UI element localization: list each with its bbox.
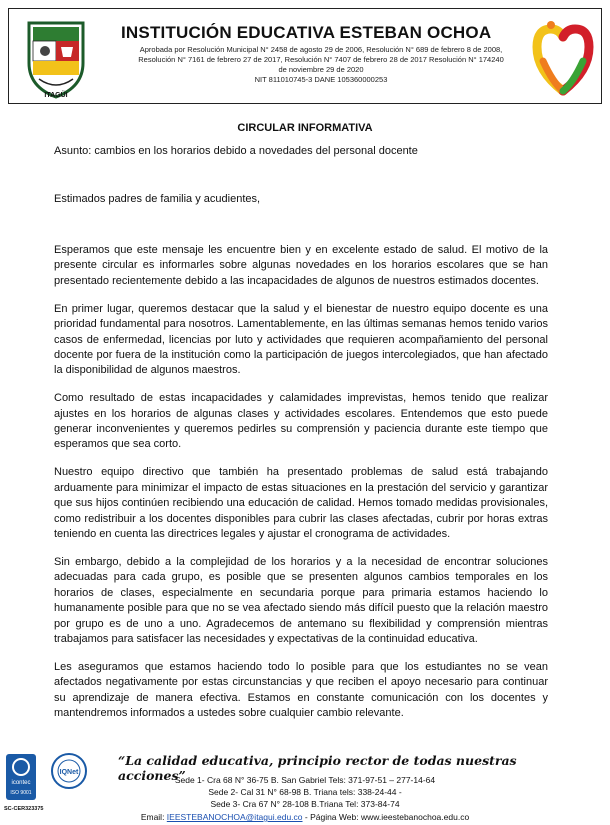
circular-title: CIRCULAR INFORMATIVA	[237, 122, 373, 134]
paragraph: Esperamos que este mensaje les encuentre bien y en excelente estado de salud. El motivo de la presente circular es informarles sobre algunas novedades en los horarios escolares que se han presentado recientemente debido a las incapacidades de algunos de nuestros estimados docentes.	[54, 244, 548, 287]
heart-logo-icon	[529, 17, 597, 99]
circular-body	[54, 243, 548, 734]
slogan: “La calidad educativa, principio rector de todas nuestras acciones”	[118, 753, 517, 783]
svg-text:IQNet: IQNet	[59, 769, 79, 776]
subject-line: Asunto: cambios en los horarios debido a novedades del personal docente	[54, 145, 418, 157]
svg-text:ITAGÜI: ITAGÜI	[44, 92, 68, 99]
paragraph: Como resultado de estas incapacidades y calamidades imprevistas, hemos tenido que realizar ajustes en los horarios de algunas clases y actividades escolares. Entendemos que esto puede generar inconvenientes y queremos pedirles su comprensión y paciencia durante este tiempo que esperamos que sea corto.	[54, 392, 548, 451]
svg-text:icontec: icontec	[11, 780, 31, 786]
certificate-code: SC-CER323375	[4, 806, 44, 812]
paragraph: Sin embargo, debido a la complejidad de los horarios y a la necesidad de encontrar soluciones adecuadas para cada grupo, es posible que se presenten algunos cambios temporales en los horarios de clases, especialmente en secundaria porque para primaria estamos haciendo lo humanamente posible para que no se vea afectado siendo más difícil puesto que la relación maestro por grupo es de uno a uno. Agradecemos de antemano su flexibilidad y comprensión mientras trabajamos para satisfacer las necesidades y expectativas de la continuidad educativa.	[54, 555, 548, 645]
paragraph: En primer lugar, queremos destacar que la salud y el bienestar de nuestro equipo docente es una prioridad fundamental para nosotros. Lamentablemente, en las últimas semanas hemos tenido varios casos de enfermedad, licencias por luto y actividades que requieren acompañamiento del personal docente por fuera de la institución como la participación de juegos intercolegiados, que han afectado la disponibilidad de algunos maestros.	[54, 302, 548, 377]
sede-1: Sede 1- Cra 68 N° 36-75 B. San Gabriel Tels: 371-97-51 – 277-14-64	[174, 775, 436, 785]
paragraph: Les aseguramos que estamos haciendo todo lo posible para que los estudiantes no se vean afectados negativamente por estas circunstancias y que reciben el apoyo necesario para continuar su aprendizaje de manera efectiva. Estamos en constante comunicación con los docentes y mantendremos informados a ustedes sobre cualquier cambio relevante.	[54, 660, 548, 720]
paragraph: Nuestro equipo directivo que también ha presentado problemas de salud está trabajando arduamente para minimizar el impacto de estas situaciones en la prestación del servicio y garantizar que sus hijos continúen recibiendo una educación de calidad. Hemos tomado medidas provisionales, como redistribuir a los docentes disponibles para cubrir las clases afectadas, cubrir por horas extras teniendo en cuenta las directrices legales y ajustar el cronograma de actividades.	[54, 466, 548, 540]
email-link[interactable]: IEESTEBANOCHOA@itagui.edu.co	[166, 812, 303, 822]
contact-line: Email: IEESTEBANOCHOA@itagui.edu.co - Página Web: www.ieestebanochoa.edu.co	[140, 812, 470, 822]
institution-resolutions: Aprobada por Resolución Municipal N° 2458 de agosto 29 de 2006, Resolución N° 689 de febrero 8 de 2008, Resolución N° 7161 de febrero 27 de 2017, Resolución N° 7407 de febrero 28 de 2017 Resolución N° 174240 de noviembre 29 de 2020 NIT 811010745-3 DANE 105360000253	[138, 45, 504, 84]
letterhead	[8, 8, 602, 104]
greeting: Estimados padres de familia y acudientes,	[54, 193, 261, 205]
school-crest-icon	[21, 17, 91, 101]
sede-3: Sede 3- Cra 67 N° 28-108 B.Triana Tel: 373-84-74	[210, 799, 400, 809]
institution-name: INSTITUCIÓN EDUCATIVA ESTEBAN OCHOA	[121, 23, 492, 42]
sede-2: Sede 2- Cal 31 N° 68-98 B. Triana tels: 338-24-44 -	[208, 787, 402, 797]
website-link[interactable]: www.ieestebanochoa.edu.co	[360, 812, 470, 822]
svg-text:ISO 9001: ISO 9001	[10, 790, 32, 796]
